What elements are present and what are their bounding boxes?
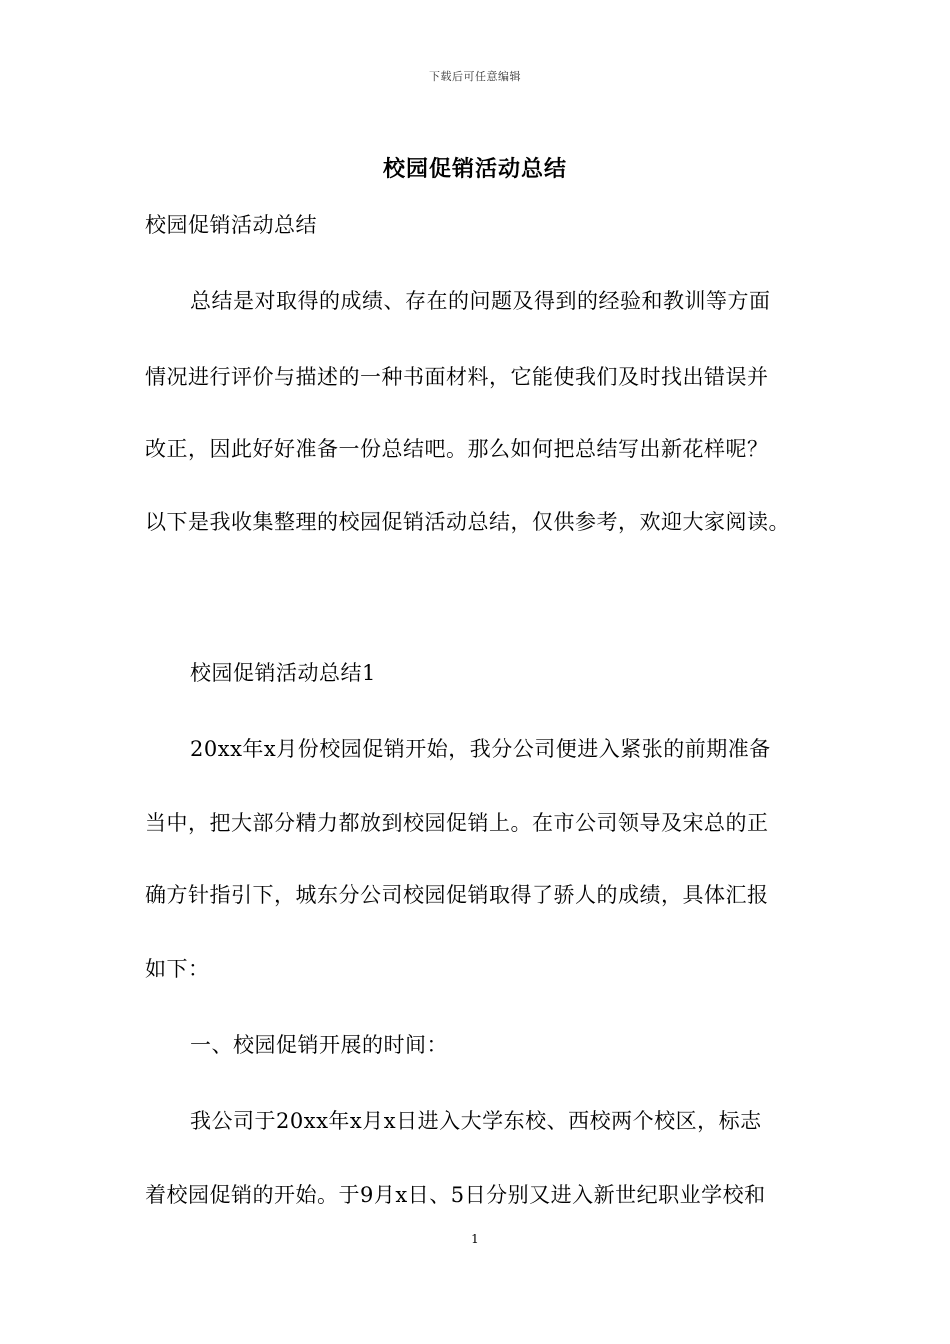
page-header-note: 下载后可任意编辑 xyxy=(429,70,521,83)
item-heading: 一、校园促销开展的时间： xyxy=(190,1033,448,1057)
intro-line: 以下是我收集整理的校园促销活动总结，仅供参考，欢迎大家阅读。 xyxy=(145,510,790,534)
paragraph-line: 确方针指引下，城东分公司校园促销取得了骄人的成绩，具体汇报 xyxy=(145,883,769,907)
section-heading: 校园促销活动总结1 xyxy=(190,661,376,685)
paragraph-line: 我公司于20xx年x月x日进入大学东校、西校两个校区，标志 xyxy=(190,1109,762,1133)
intro-line: 改正，因此好好准备一份总结吧。那么如何把总结写出新花样呢？ xyxy=(145,437,769,461)
document-title: 校园促销活动总结 xyxy=(382,156,567,182)
paragraph-line: 着校园促销的开始。于9月x日、5日分别又进入新世纪职业学校和 xyxy=(145,1183,766,1207)
paragraph-line: 当中，把大部分精力都放到校园促销上。在市公司领导及宋总的正 xyxy=(145,811,769,835)
page-number: 1 xyxy=(471,1232,479,1246)
paragraph-line: 20xx年x月份校园促销开始，我分公司便进入紧张的前期准备 xyxy=(190,737,771,761)
document-subtitle: 校园促销活动总结 xyxy=(145,213,317,237)
intro-line: 情况进行评价与描述的一种书面材料，它能使我们及时找出错误并 xyxy=(145,365,769,389)
intro-line: 总结是对取得的成绩、存在的问题及得到的经验和教训等方面 xyxy=(190,289,771,313)
paragraph-line: 如下： xyxy=(145,957,210,981)
